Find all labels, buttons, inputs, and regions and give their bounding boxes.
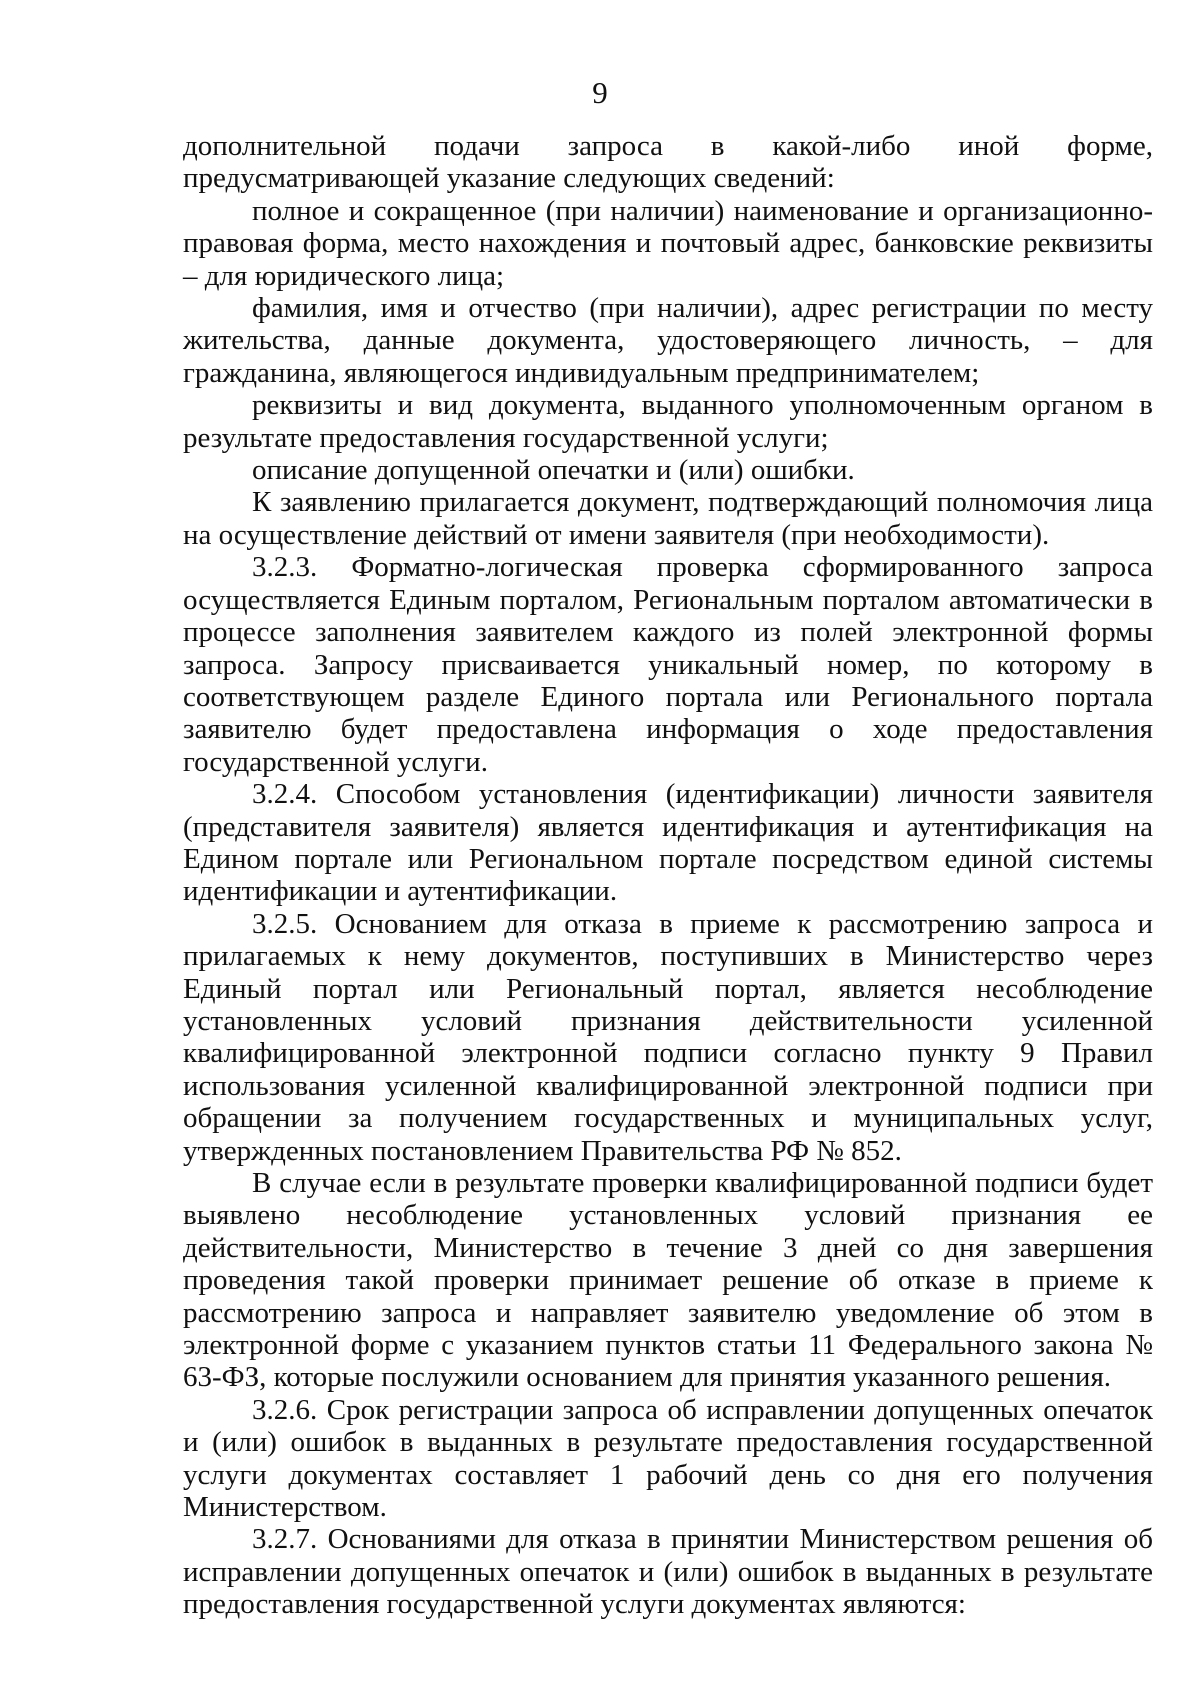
paragraph: фамилия, имя и отчество (при наличии), адрес регистрации по месту жительства, данные документа, удостоверяющего личность, – для гражданина, являющегося индивидуальным предпринимателем; [183,292,1153,389]
paragraph: 3.2.4. Способом установления (идентификации) личности заявителя (представителя заявителя) является идентификация и аутентификация на Едином портале или Региональном портале посредством единой системы идентификации и аутентификации. [183,778,1153,908]
paragraph: 3.2.6. Срок регистрации запроса об исправлении допущенных опечаток и (или) ошибок в выданных в результате предоставления государственной услуги документах составляет 1 рабочий день со дня его получения Министерством. [183,1393,1153,1524]
document-body [183,130,1153,1621]
paragraph: полное и сокращенное (при наличии) наименование и организационно-правовая форма, место нахождения и почтовый адрес, банковские реквизиты – для юридического лица; [183,194,1153,292]
page-number: 9 [592,75,608,110]
paragraph: описание допущенной опечатки и (или) ошибки. [252,454,855,487]
paragraph: В случае если в результате проверки квалифицированной подписи будет выявлено несоблюдение установленных условий признания ее действительности, Министерство в течение 3 дней со дня завершения проведения такой проверки принимает решение об отказе в приеме к рассмотрению запроса и направляет заявителю уведомление об этом в электронной форме с указанием пунктов статьи 11 Федерального закона № 63-ФЗ, которые послужили основанием для принятия указанного решения. [183,1167,1153,1394]
paragraph: 3.2.7. Основаниями для отказа в принятии Министерством решения об исправлении допущенных опечаток и (или) ошибок в выданных в результате предоставления государственной услуги документах являются: [183,1523,1153,1621]
paragraph: дополнительной подачи запроса в какой-либо иной форме, предусматривающей указание следующих сведений: [183,130,1153,195]
paragraph: реквизиты и вид документа, выданного уполномоченным органом в результате предоставления государственной услуги; [183,389,1153,454]
paragraph: К заявлению прилагается документ, подтверждающий полномочия лица на осуществление действий от имени заявителя (при необходимости). [183,486,1153,551]
paragraph: 3.2.3. Форматно-логическая проверка сформированного запроса осуществляется Единым порталом, Региональным порталом автоматически в процессе заполнения заявителем каждого из полей электронной формы запроса. Запросу присваивается уникальный номер, по которому в соответствующем разделе Единого портала или Регионального портала заявителю будет предоставлена информация о ходе предоставления государственной услуги. [183,551,1153,778]
paragraph: 3.2.5. Основанием для отказа в приеме к рассмотрению запроса и прилагаемых к нему документов, поступивших в Министерство через Единый портал или Региональный портал, является несоблюдение установленных условий признания действительности усиленной квалифицированной электронной подписи согласно пункту 9 Правил использования усиленной квалифицированной электронной подписи при обращении за получением государственных и муниципальных услуг, утвержденных постановлением Правительства РФ № 852. [183,907,1153,1167]
